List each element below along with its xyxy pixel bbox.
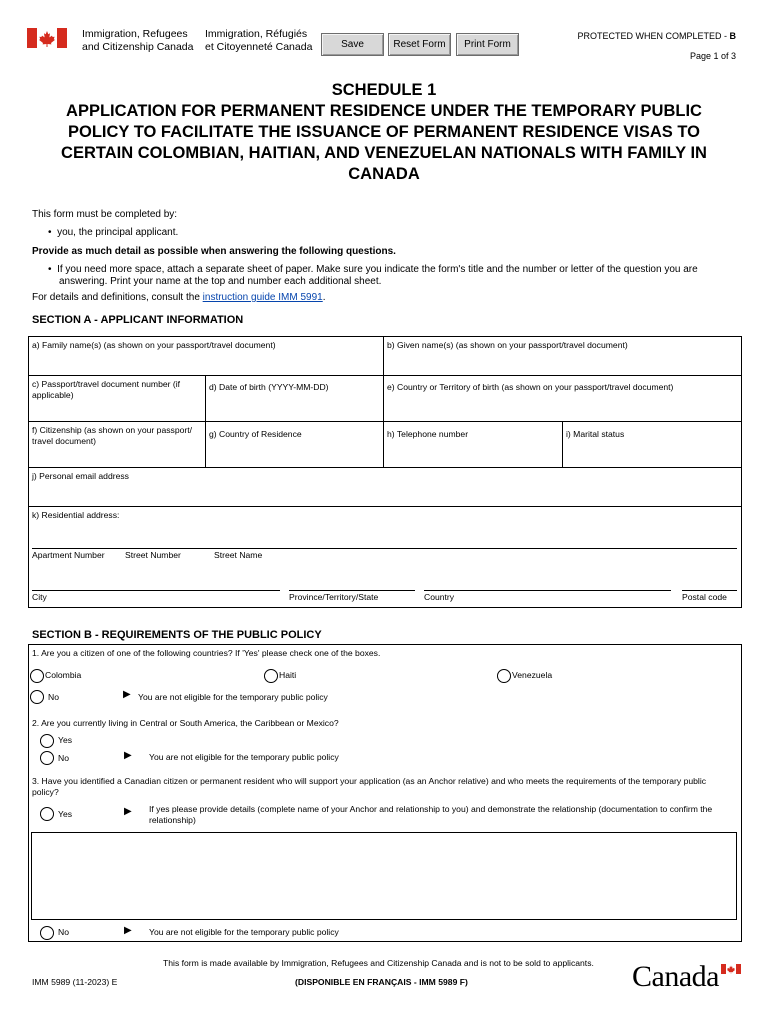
canada-wordmark-flag-icon (721, 964, 741, 974)
q1-no-radio[interactable] (30, 690, 44, 704)
citizenship-label-l1: f) Citizenship (as shown on your passport/ (32, 425, 193, 435)
q2-no-radio[interactable] (40, 751, 54, 765)
marital-label: i) Marital status (566, 429, 625, 439)
venezuela-radio[interactable] (497, 669, 511, 683)
intro-completed-by: This form must be completed by: (32, 209, 178, 220)
page-title (24, 80, 744, 185)
title-line-1: SCHEDULE 1 (331, 81, 437, 99)
intro-bullet-2-line2: answering. Print your name at the top and number each additional sheet. (59, 276, 382, 287)
citizenship-label-l2: travel document) (32, 435, 97, 446)
q3-detail-line2: relationship) (149, 815, 196, 825)
street-name-label: Street Name (214, 550, 263, 560)
save-button[interactable]: Save (321, 33, 384, 56)
address-label: k) Residential address: (32, 510, 120, 520)
q3-yes-radio[interactable] (40, 807, 54, 821)
title-line-3: POLICY TO FACILITATE THE ISSUANCE OF PERMANENT RESIDENCE VISAS TO (68, 123, 700, 141)
passport-number-field[interactable] (28, 375, 206, 422)
arrow-right-icon: ▶ (123, 689, 131, 700)
residence-country-label: g) Country of Residence (209, 429, 302, 439)
section-b-heading: SECTION B - REQUIREMENTS OF THE PUBLIC POLICY (32, 629, 322, 641)
reset-form-button[interactable]: Reset Form (388, 33, 451, 56)
email-label: j) Personal email address (32, 471, 129, 481)
given-name-label: b) Given name(s) (as shown on your passport/travel document) (387, 340, 628, 350)
q1-not-eligible: You are not eligible for the temporary public policy (138, 692, 328, 702)
postal-code-line[interactable] (682, 590, 737, 591)
family-name-label: a) Family name(s) (as shown on your passport/travel document) (32, 340, 276, 350)
q3-yes-label: Yes (58, 809, 73, 819)
marital-status-field[interactable] (562, 421, 742, 468)
arrow-right-icon: ▶ (124, 925, 132, 936)
intro-bullet-1: • you, the principal applicant. (48, 227, 179, 238)
intro-bullet-2-line1: If you need more space, attach a separate sheet of paper. Make sure you indicate the form's title and the number or letter of the question you are (57, 264, 698, 275)
city-line[interactable] (32, 590, 280, 591)
arrow-right-icon: ▶ (124, 750, 132, 761)
arrow-right-icon: ▶ (124, 806, 132, 817)
title-line-5: CANADA (348, 165, 420, 183)
telephone-field[interactable] (383, 421, 563, 468)
given-name-field[interactable] (383, 336, 742, 376)
street-number-label: Street Number (125, 550, 181, 560)
protected-label (577, 31, 736, 41)
department-name-fr (205, 28, 312, 54)
haiti-label: Haiti (279, 670, 297, 680)
q3-not-eligible: You are not eligible for the temporary public policy (149, 927, 339, 937)
anchor-details-textarea[interactable] (31, 832, 737, 920)
colombia-label: Colombia (45, 670, 82, 680)
country-label: Country (424, 592, 455, 602)
email-field[interactable] (28, 467, 742, 507)
q2-no-label: No (58, 753, 69, 763)
telephone-label: h) Telephone number (387, 429, 469, 439)
form-id: IMM 5989 (11-2023) E (32, 977, 118, 987)
canada-wordmark: Canada (632, 960, 719, 993)
details-prefix: For details and definitions, consult the (32, 292, 203, 303)
q1-no-label: No (48, 692, 59, 702)
section-a-heading: SECTION A - APPLICANT INFORMATION (32, 314, 244, 326)
country-line[interactable] (424, 590, 671, 591)
address-line-1[interactable] (32, 548, 737, 549)
city-label: City (32, 592, 47, 602)
intro-provide-detail: Provide as much detail as possible when answering the following questions. (32, 246, 396, 257)
question-2: 2. Are you currently living in Central or South America, the Caribbean or Mexico? (32, 718, 339, 728)
print-form-button[interactable]: Print Form (456, 33, 519, 56)
postal-code-label: Postal code (682, 592, 727, 602)
title-line-2: APPLICATION FOR PERMANENT RESIDENCE UNDER THE TEMPORARY PUBLIC (66, 102, 702, 120)
q3-no-label: No (58, 927, 69, 937)
family-name-field[interactable] (28, 336, 384, 376)
page-number: Page 1 of 3 (689, 51, 736, 61)
details-suffix: . (322, 292, 326, 303)
question-3-line2: policy? (32, 787, 59, 797)
french-version-note: (DISPONIBLE EN FRANÇAIS - IMM 5989 F) (295, 977, 468, 987)
province-line[interactable] (289, 590, 415, 591)
country-of-birth-field[interactable] (383, 375, 742, 422)
dob-label: d) Date of birth (YYYY-MM-DD) (209, 382, 329, 392)
protected-text: PROTECTED WHEN COMPLETED - (577, 31, 730, 41)
department-name-en (82, 28, 194, 54)
q2-yes-radio[interactable] (40, 734, 54, 748)
title-line-4: CERTAIN COLOMBIAN, HAITIAN, AND VENEZUELAN NATIONALS WITH FAMILY IN (61, 144, 707, 162)
colombia-radio[interactable] (30, 669, 44, 683)
passport-label-l2: applicable) (32, 389, 74, 400)
question-1: 1. Are you a citizen of one of the following countries? If 'Yes' please check one of the boxes. (32, 648, 381, 658)
dept-en-line2: and Citizenship Canada (82, 41, 194, 53)
q3-no-radio[interactable] (40, 926, 54, 940)
instruction-guide-link[interactable]: instruction guide IMM 5991 (202, 292, 323, 303)
q2-not-eligible: You are not eligible for the temporary public policy (149, 752, 339, 762)
intro-bullet-1-text: you, the principal applicant. (57, 227, 179, 238)
haiti-radio[interactable] (264, 669, 278, 683)
passport-label-l1: c) Passport/travel document number (if (32, 379, 181, 389)
date-of-birth-field[interactable] (205, 375, 384, 422)
intro-details (32, 292, 326, 305)
dept-fr-line1: Immigration, Réfugiés (205, 28, 308, 40)
country-of-residence-field[interactable] (205, 421, 384, 468)
dept-en-line1: Immigration, Refugees (82, 28, 188, 40)
apartment-number-label: Apartment Number (32, 550, 105, 560)
province-label: Province/Territory/State (289, 592, 379, 602)
venezuela-label: Venezuela (512, 670, 553, 680)
dept-fr-line2: et Citoyenneté Canada (205, 41, 313, 53)
birth-country-label: e) Country or Territory of birth (as shown on your passport/travel document) (387, 382, 674, 392)
citizenship-field[interactable] (28, 421, 206, 468)
q3-detail-line1: If yes please provide details (complete name of your Anchor and relationship to you) and demonstrate the relationship (documentation to confirm the (149, 804, 713, 814)
canada-flag-icon (27, 28, 67, 48)
footer-availability: This form is made available by Immigration, Refugees and Citizenship Canada and is not to be sold to applicants. (163, 958, 594, 968)
question-3-line1: 3. Have you identified a Canadian citizen or permanent resident who will support your application (as an Anchor relative) and who meets the requirements of the temporary public (32, 776, 707, 786)
q2-yes-label: Yes (58, 735, 73, 745)
protected-level: B (729, 31, 736, 41)
intro-bullet-2: • If you need more space, attach a separate sheet of paper. Make sure you indicate the form's title and the number or letter of the question you are (48, 264, 698, 275)
